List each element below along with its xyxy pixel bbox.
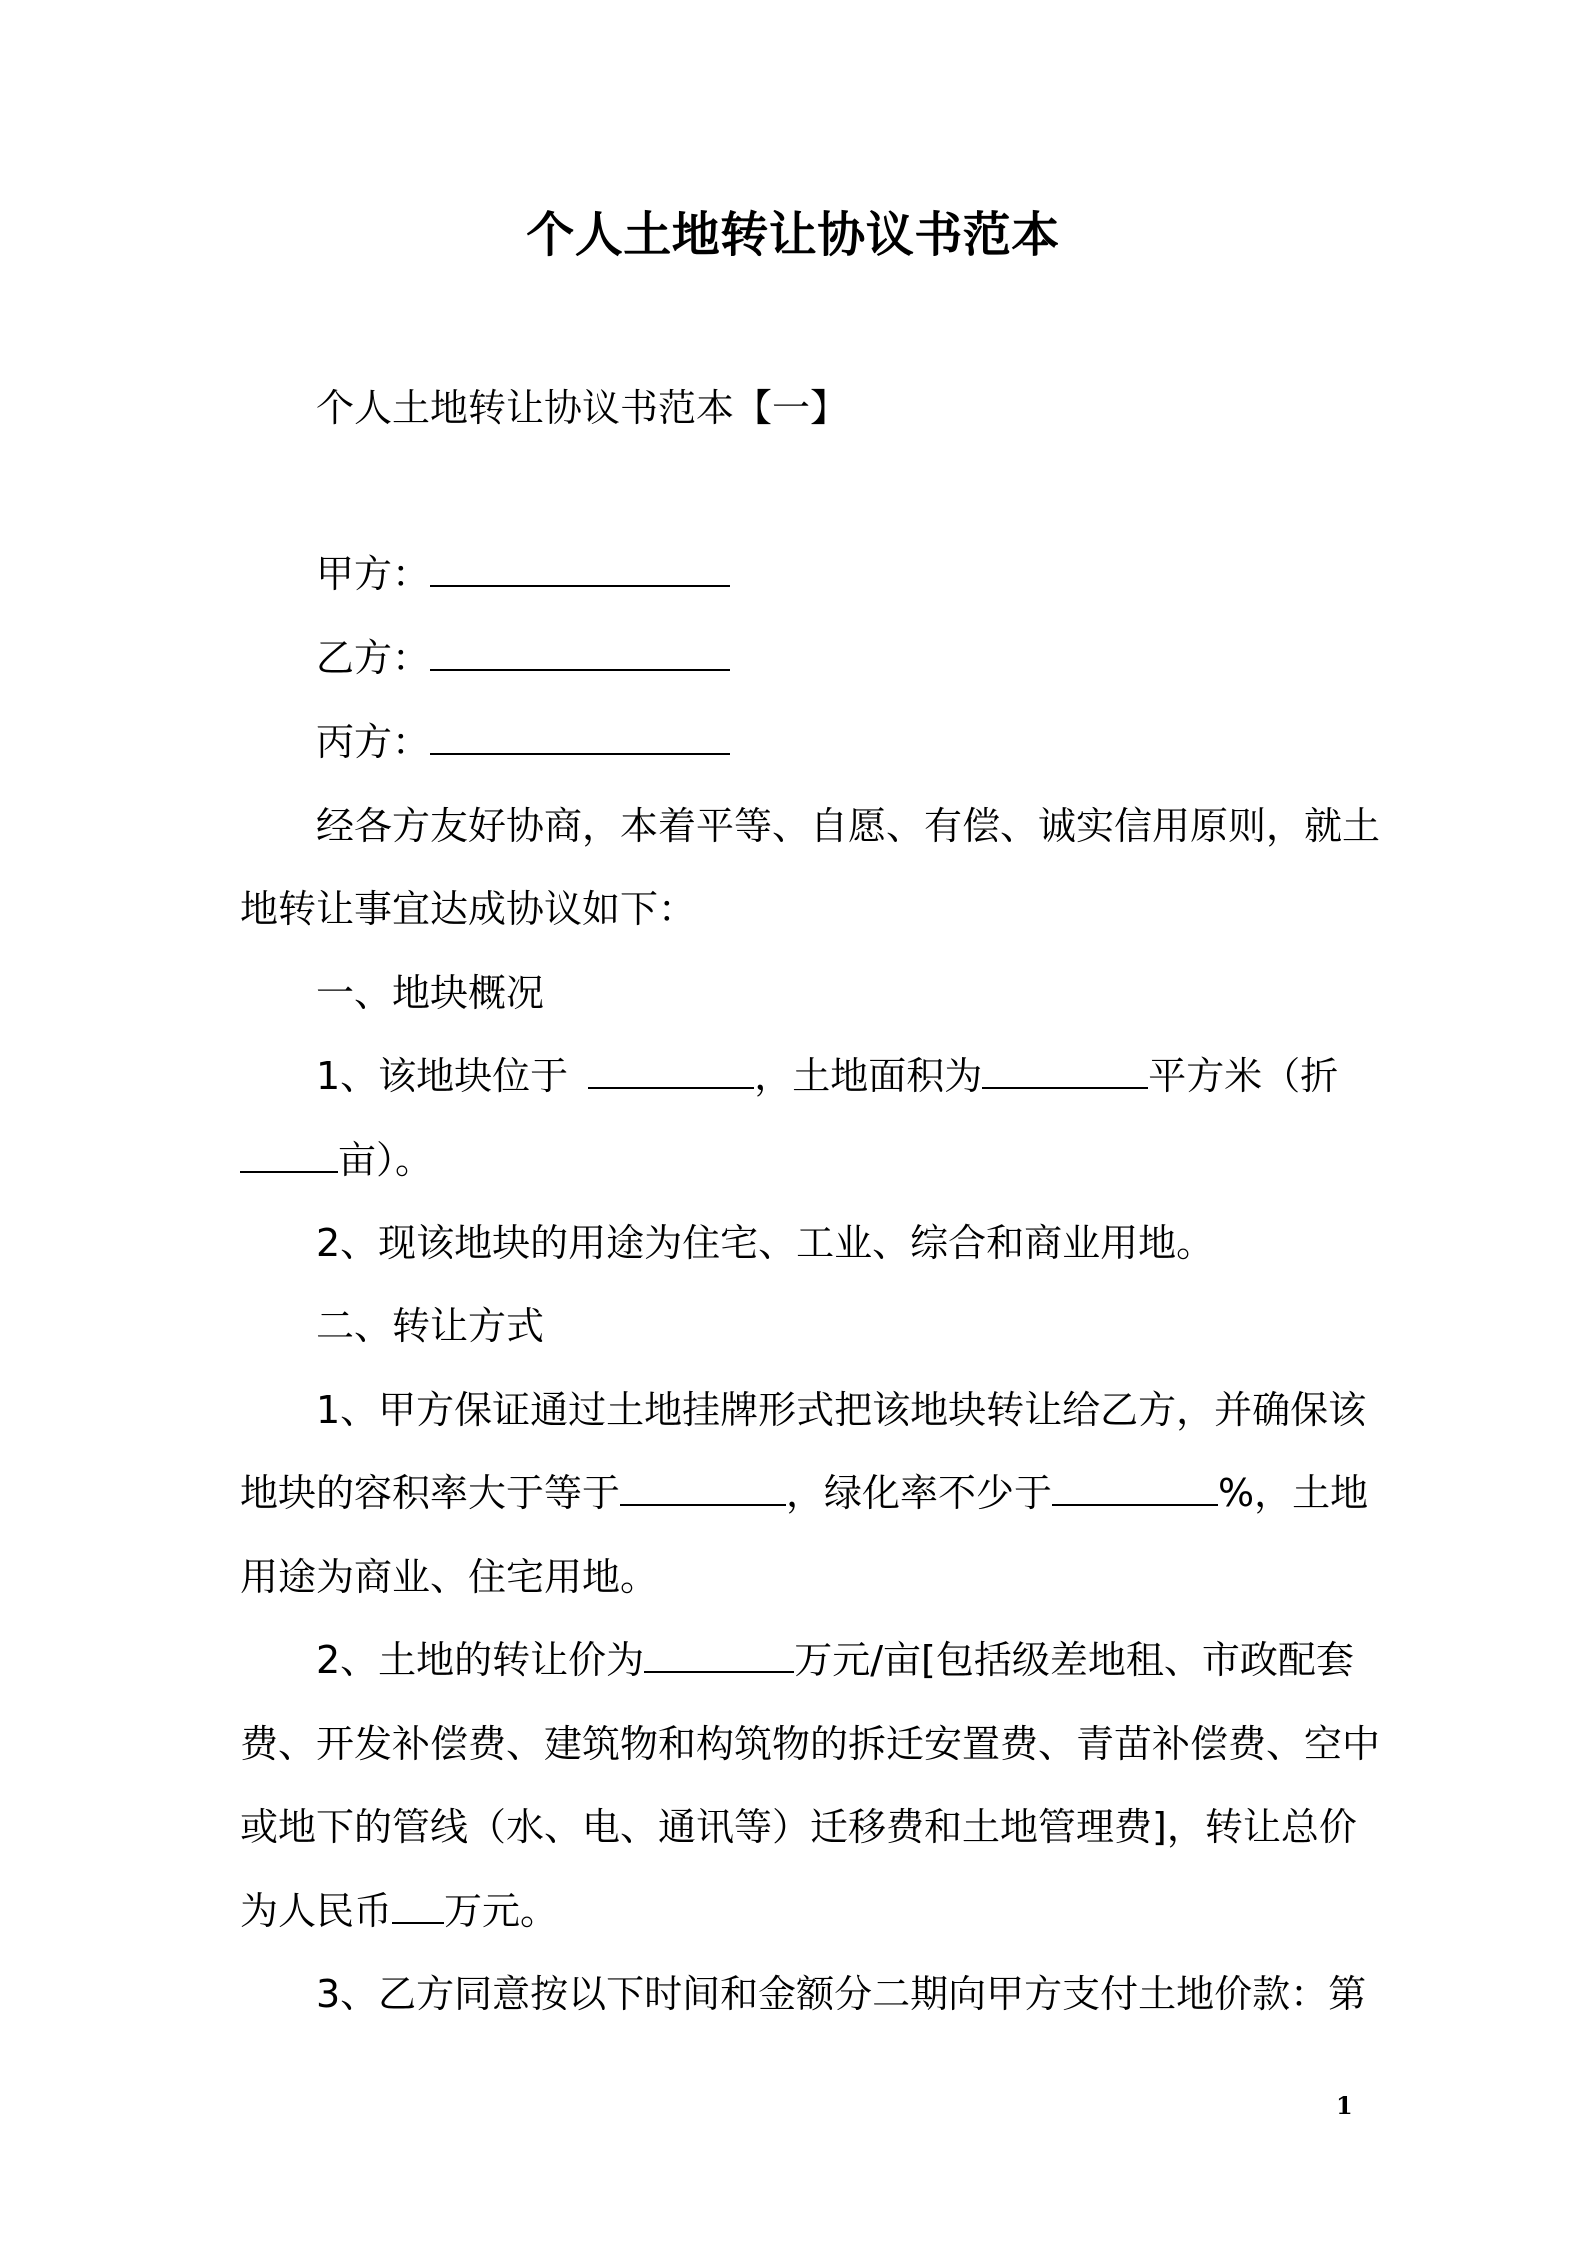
s2-item-1-text-a: 1、甲方保证通过土地挂牌形式把该地块转让给乙方，并确保该 — [316, 1388, 1367, 1432]
s2-item-1-text-d: %，土地 — [1218, 1471, 1369, 1515]
s1-item-2-text: 2、现该地块的用途为住宅、工业、综合和商业用地。 — [316, 1221, 1215, 1265]
s1-item-1-line-1 — [316, 1050, 1338, 1102]
s2-item-1-text-e: 用途为商业、住宅用地。 — [240, 1555, 659, 1599]
s2-item-2-line-2 — [240, 1718, 1380, 1770]
plot-ratio-blank — [620, 1503, 786, 1506]
intro-line-2 — [240, 883, 696, 935]
section-2-heading-text: 二、转让方式 — [316, 1304, 545, 1348]
s2-item-1-line-1 — [316, 1384, 1366, 1436]
s2-item-2-line-3 — [240, 1801, 1357, 1853]
section-1-heading-text: 一、地块概况 — [316, 971, 545, 1015]
intro-line-1 — [316, 800, 1380, 852]
section-2-heading — [316, 1300, 544, 1352]
party-a-label: 甲方： — [316, 552, 431, 596]
party-c-blank — [430, 752, 730, 755]
s2-item-2-text-d: 或地下的管线（水、电、通讯等）迁移费和土地管理费]，转让总价 — [240, 1805, 1357, 1849]
s2-item-1-line-2 — [240, 1467, 1368, 1519]
s1-item-2 — [316, 1217, 1214, 1269]
mu-blank — [240, 1170, 338, 1173]
s2-item-1-text-c: ，绿化率不少于 — [786, 1471, 1053, 1515]
s2-item-2-text-b: 万元/亩[包括级差地租、市政配套 — [794, 1638, 1354, 1682]
party-b-blank — [430, 668, 730, 671]
total-price-blank — [392, 1921, 444, 1924]
intro-text-2: 地转让事宜达成协议如下： — [240, 887, 697, 931]
page-number: 1 — [1336, 2091, 1353, 2120]
s2-item-3-line-1 — [316, 1968, 1366, 2020]
s1-item-1-text-d: 亩）。 — [338, 1138, 434, 1182]
party-c-line — [316, 716, 730, 768]
party-a-line — [316, 548, 730, 600]
s2-item-2-text-f: 万元。 — [444, 1889, 559, 1933]
s2-item-2-line-4 — [240, 1885, 558, 1937]
s2-item-2-line-1 — [316, 1634, 1354, 1686]
s2-item-2-text-a: 2、土地的转让价为 — [316, 1638, 645, 1682]
subtitle — [316, 382, 848, 434]
s1-item-1-text-b: ，土地面积为 — [754, 1054, 983, 1098]
location-blank — [588, 1086, 754, 1089]
subtitle-text: 个人土地转让协议书范本【一】 — [316, 386, 849, 430]
section-1-heading — [316, 967, 544, 1019]
s2-item-3-text: 3、乙方同意按以下时间和金额分二期向甲方支付土地价款：第 — [316, 1972, 1367, 2016]
party-b-line — [316, 632, 730, 684]
s2-item-2-text-e: 为人民币 — [240, 1889, 393, 1933]
intro-text-1: 经各方友好协商，本着平等、自愿、有偿、诚实信用原则，就土 — [316, 804, 1381, 848]
s1-item-1-line-2 — [240, 1134, 433, 1186]
area-blank — [982, 1086, 1148, 1089]
document-title: 个人土地转让协议书范本 — [526, 207, 1060, 263]
s2-item-1-text-b: 地块的容积率大于等于 — [240, 1471, 621, 1515]
party-a-blank — [430, 584, 730, 587]
party-c-label: 丙方： — [316, 720, 431, 764]
party-b-label: 乙方： — [316, 636, 431, 680]
s1-item-1-text-c: 平方米（折 — [1148, 1054, 1339, 1098]
price-blank — [644, 1670, 794, 1673]
s2-item-1-line-3 — [240, 1551, 658, 1603]
green-ratio-blank — [1052, 1503, 1218, 1506]
s2-item-2-text-c: 费、开发补偿费、建筑物和构筑物的拆迁安置费、青苗补偿费、空中 — [240, 1722, 1381, 1766]
s1-item-1-text-a: 1、该地块位于 — [316, 1054, 569, 1098]
